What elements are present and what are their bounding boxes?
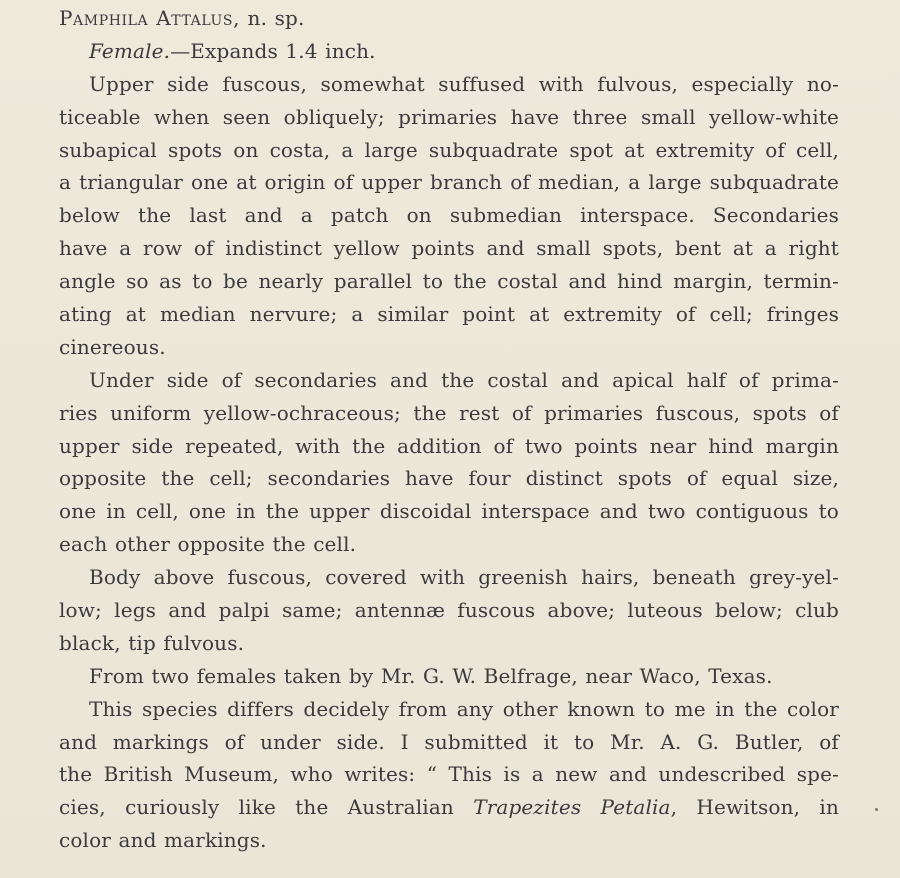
text-line-22 [59, 726, 839, 759]
line-text: ries uniform yellow-ochraceous; the rest of primaries fuscous, spots of [59, 400, 839, 425]
line-text: ating at median nervure; a similar point at extremity of cell; fringes [59, 302, 839, 327]
text-line-15 [59, 495, 839, 528]
text-line-3 [59, 101, 839, 134]
line-text: the British Museum, who writes: “ This is a new and undescribed spe- [59, 762, 839, 787]
text-line-16 [59, 528, 839, 561]
text-line-19 [59, 627, 839, 660]
line-text: From two females taken by Mr. G. W. Belfrage, near Waco, Texas. [89, 663, 773, 688]
text-line-21 [59, 693, 839, 726]
text-line-4 [59, 134, 839, 167]
text-line-12 [59, 397, 839, 430]
line-text: a triangular one at origin of upper branch of median, a large subquadrate [59, 170, 839, 195]
line-text: below the last and a patch on submedian interspace. Secondaries [59, 203, 839, 228]
text-line-9 [59, 298, 839, 331]
text-line-23 [59, 758, 839, 791]
text-line-18 [59, 594, 839, 627]
line-text: each other opposite the cell. [59, 532, 357, 557]
text-line-8 [59, 265, 839, 298]
species-status: n. sp. [240, 6, 305, 30]
species-name: Pamphila Attalus, [59, 6, 241, 30]
italic-text: Trapezites Petalia [473, 795, 671, 820]
text-line-1 [59, 35, 839, 68]
italic-text: Female. [89, 38, 171, 63]
line-text: cies, curiously like the Australian [59, 795, 474, 820]
line-text: Upper side fuscous, somewhat suffused with fulvous, especially no- [89, 71, 839, 96]
line-text: angle so as to be nearly parallel to the costal and hind margin, termin- [59, 269, 839, 294]
line-text: subapical spots on costa, a large subquadrate spot at extremity of cell, [59, 137, 839, 162]
text-line-6 [59, 199, 839, 232]
text-line-25 [59, 824, 839, 857]
line-text: color and markings. [59, 828, 267, 853]
text-line-24 [59, 791, 839, 824]
line-text: have a row of indistinct yellow points and small spots, bent at a right [59, 236, 839, 261]
line-text: low; legs and palpi same; antennæ fuscous above; luteous below; club [59, 598, 839, 623]
line-text: , Hewitson, in [670, 795, 839, 820]
line-text: upper side repeated, with the addition of two points near hind margin [59, 433, 839, 458]
line-text: one in cell, one in the upper discoidal interspace and two contiguous to [59, 499, 839, 524]
line-text: opposite the cell; secondaries have four distinct spots of equal size, [59, 466, 839, 491]
text-line-5 [59, 166, 839, 199]
species-heading [59, 2, 839, 35]
line-text: black, tip fulvous. [59, 630, 245, 655]
line-text: This species differs decidely from any other known to me in the color [89, 696, 839, 721]
line-text: —Expands 1.4 inch. [170, 38, 376, 63]
line-text: Body above fuscous, covered with greenish hairs, beneath grey-yel- [89, 565, 839, 590]
species-description-text [59, 2, 839, 857]
margin-speck [875, 808, 878, 811]
text-line-7 [59, 232, 839, 265]
text-line-14 [59, 462, 839, 495]
text-line-20 [59, 660, 839, 693]
text-line-17 [59, 561, 839, 594]
line-text: cinereous. [59, 334, 166, 359]
text-line-2 [59, 68, 839, 101]
line-text: ticeable when seen obliquely; primaries have three small yellow-white [59, 104, 839, 129]
line-text: and markings of under side. I submitted it to Mr. A. G. Butler, of [59, 729, 839, 754]
line-text: Under side of secondaries and the costal and apical half of prima- [89, 367, 839, 392]
text-line-11 [59, 364, 839, 397]
text-line-10 [59, 331, 839, 364]
text-line-13 [59, 430, 839, 463]
